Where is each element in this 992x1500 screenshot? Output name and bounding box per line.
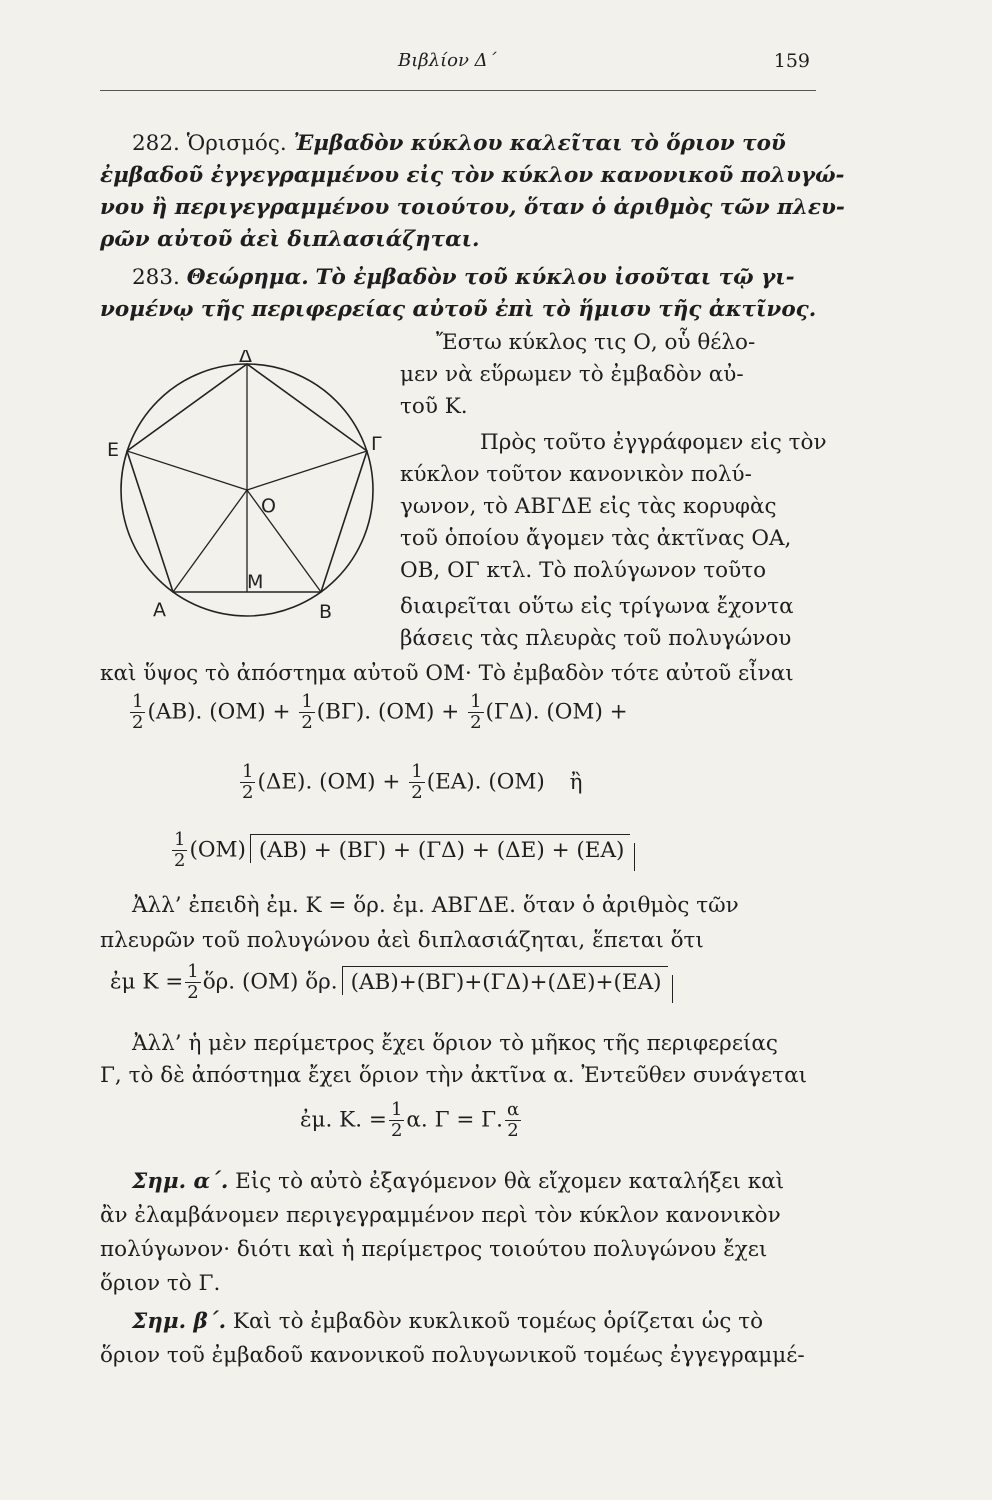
equation-2 [238,762,583,803]
eq1-term-1: (ΑΒ). (ΟΜ) + [147,699,291,725]
eq5-mid: α. Γ = Γ. [406,1107,503,1133]
radius-oa [173,490,247,592]
note-b-line-2: ὅριον τοῦ ἐμβαδοῦ κανονικοῦ πολυγωνικοῦ τομέως ἐγγεγραμμέ- [100,1343,805,1368]
fraction-half: $\frac{1}{2}$ [174,829,186,871]
label-delta: Δ [239,350,252,367]
eq4-bracket [342,966,668,995]
note-a-line-3: πολύγωνον· διότι καὶ ἡ περίμετρος τοιούτου πολυγώνου ἔχει [100,1237,768,1262]
note-a-line-4: ὅριον τὸ Γ. [100,1271,221,1296]
column-line-3: τοῦ Κ. [400,394,468,419]
note-b-line-1 [132,1306,862,1337]
section-number: 283. [132,265,180,290]
fraction-half: $\frac{1}{2}$ [411,761,423,803]
fraction-alpha-half: $\frac{\alpha}{2}$ [506,1099,520,1141]
definition-282-line-1 [132,128,832,159]
header-rule [100,90,816,91]
fraction-half: $\frac{1}{2}$ [390,1099,403,1141]
theorem-heading: Θεώρημα. [186,265,309,290]
label-omicron: Ο [261,495,276,517]
eq2-term-2: (ΕΑ). (ΟΜ) [426,769,545,795]
equation-3 [170,830,635,871]
eq5-lhs: ἐμ. Κ. = [300,1107,387,1133]
fraction-half: $\frac{1}{2}$ [187,961,199,1003]
equation-5 [300,1100,523,1141]
column-line-7: τοῦ ὁποίου ἄγομεν τὰς ἀκτῖνας ΟΑ, [400,526,792,551]
label-mu: Μ [247,571,264,593]
label-alpha: Α [153,599,166,621]
eq4-mid: ὅρ. (ΟΜ) ὅρ. [202,969,338,995]
eq4-lhs: ἐμ Κ = [110,969,184,995]
label-beta: Β [319,601,333,623]
eq1-term-2: (ΒΓ). (ΟΜ) + [316,699,460,725]
radius-og [247,451,367,490]
column-line-5: κύκλον τοῦτον κανονικὸν πολύ- [400,462,752,487]
note-b-text: Καὶ τὸ ἐμβαδὸν κυκλικοῦ τομέως ὁρίζεται ὡς τὸ [232,1309,764,1334]
note-a-line-1 [132,1166,862,1197]
definition-282-line-3: νου ἢ περιγεγραμμένου τοιούτου, ὅταν ὁ ἀριθμὸς τῶν πλευ- [100,195,845,220]
note-a-line-2: ἂν ἐλαμβάνομεν περιγεγραμμένον περὶ τὸν κύκλον κανονικὸν [100,1203,781,1228]
eq4-sum: (ΑΒ)+(ΒΓ)+(ΓΔ)+(ΔΕ)+(ΕΑ) [350,969,662,995]
eq1-term-3: (ΓΔ). (ΟΜ) + [485,699,628,725]
running-title: Βιβλίον Δ΄ [398,50,497,71]
fraction-half: $\frac{1}{2}$ [470,691,482,733]
radius-oe [127,451,247,490]
page-number: 159 [773,50,810,72]
body-line-hence: πλευρῶν τοῦ πολυγώνου ἀεὶ διπλασιάζηται, ἕπεται ὅτι [100,928,704,953]
theorem-283-line-1 [132,262,832,293]
eq3-sum: (ΑΒ) + (ΒΓ) + (ΓΔ) + (ΔΕ) + (ΕΑ) [258,837,625,863]
inscribed-pentagon-figure [95,350,395,635]
column-line-9: διαιρεῖται οὕτω εἰς τρίγωνα ἔχοντα [400,594,794,619]
fraction-half: $\frac{1}{2}$ [242,761,254,803]
body-line-but: Ἀλλ’ ἐπειδὴ ἐμ. Κ = ὅρ. ἐμ. ΑΒΓΔΕ. ὅταν ὁ ἀριθμὸς τῶν [132,893,739,918]
label-gamma: Γ [371,433,382,455]
label-epsilon: Ε [107,439,120,461]
theorem-283-line-2: νομένῳ τῆς περιφερείας αὐτοῦ ἐπὶ τὸ ἥμισυ τῆς ἀκτῖνος. [100,297,817,322]
theorem-text: Τὸ ἐμβαδὸν τοῦ κύκλου ἰσοῦται τῷ γι- [315,265,795,290]
body-line-apothem: Γ, τὸ δὲ ἀπόστημα ἔχει ὅριον τὴν ἀκτῖνα α. Ἐντεῦθεν συνάγεται [100,1063,808,1088]
page-header [100,50,810,84]
body-line-perimeter: Ἀλλ’ ἡ μὲν περίμετρος ἔχει ὅριον τὸ μῆκος τῆς περιφερείας [132,1031,778,1056]
definition-282-line-4: ρῶν αὐτοῦ ἀεὶ διπλασιάζηται. [100,227,480,252]
eq3-apothem: (ΟΜ) [189,837,246,863]
fraction-half: $\frac{1}{2}$ [132,691,144,733]
column-line-10: βάσεις τὰς πλευρὰς τοῦ πολυγώνου [400,626,792,651]
fraction-half: $\frac{1}{2}$ [301,691,313,733]
eq2-conjunction: ἢ [569,769,583,795]
definition-text: Ἐμβαδὸν κύκλου καλεῖται τὸ ὅριον τοῦ [293,131,786,156]
column-line-2: μεν νὰ εὕρωμεν τὸ ἐμβαδὸν αὐ- [400,362,744,387]
column-line-6: γωνον, τὸ ΑΒΓΔΕ εἰς τὰς κορυφὰς [400,494,777,519]
definition-heading: Ὁρισμός. [186,131,287,156]
note-b-label: Σημ. β΄. [132,1309,227,1334]
column-line-8: ΟΒ, ΟΓ κτλ. Τὸ πολύγωνον τοῦτο [400,558,767,583]
column-line-4: Πρὸς τοῦτο ἐγγράφομεν εἰς τὸν [480,430,827,455]
figure-svg [95,350,395,635]
section-number: 282. [132,131,180,156]
eq2-term-1: (ΔΕ). (ΟΜ) + [257,769,401,795]
eq3-bracket-end [634,843,635,871]
column-line-1: Ἔστω κύκλος τις Ο, οὗ θέλο- [436,330,756,355]
body-line-area: καὶ ὕψος τὸ ἀπόστημα αὐτοῦ ΟΜ· Τὸ ἐμβαδὸν τότε αὐτοῦ εἶναι [100,661,794,686]
note-a-label: Σημ. α΄. [132,1169,229,1194]
note-a-text: Εἰς τὸ αὐτὸ ἐξαγόμενον θὰ εἴχομεν καταλήξει καὶ [235,1169,785,1194]
definition-282-line-2: ἐμβαδοῦ ἐγγεγραμμένου εἰς τὸν κύκλον κανονικοῦ πολυγώ- [100,163,845,188]
eq4-bracket-end [672,975,673,1003]
eq3-bracket [250,834,631,863]
equation-4 [110,962,673,1003]
equation-1 [128,692,628,733]
